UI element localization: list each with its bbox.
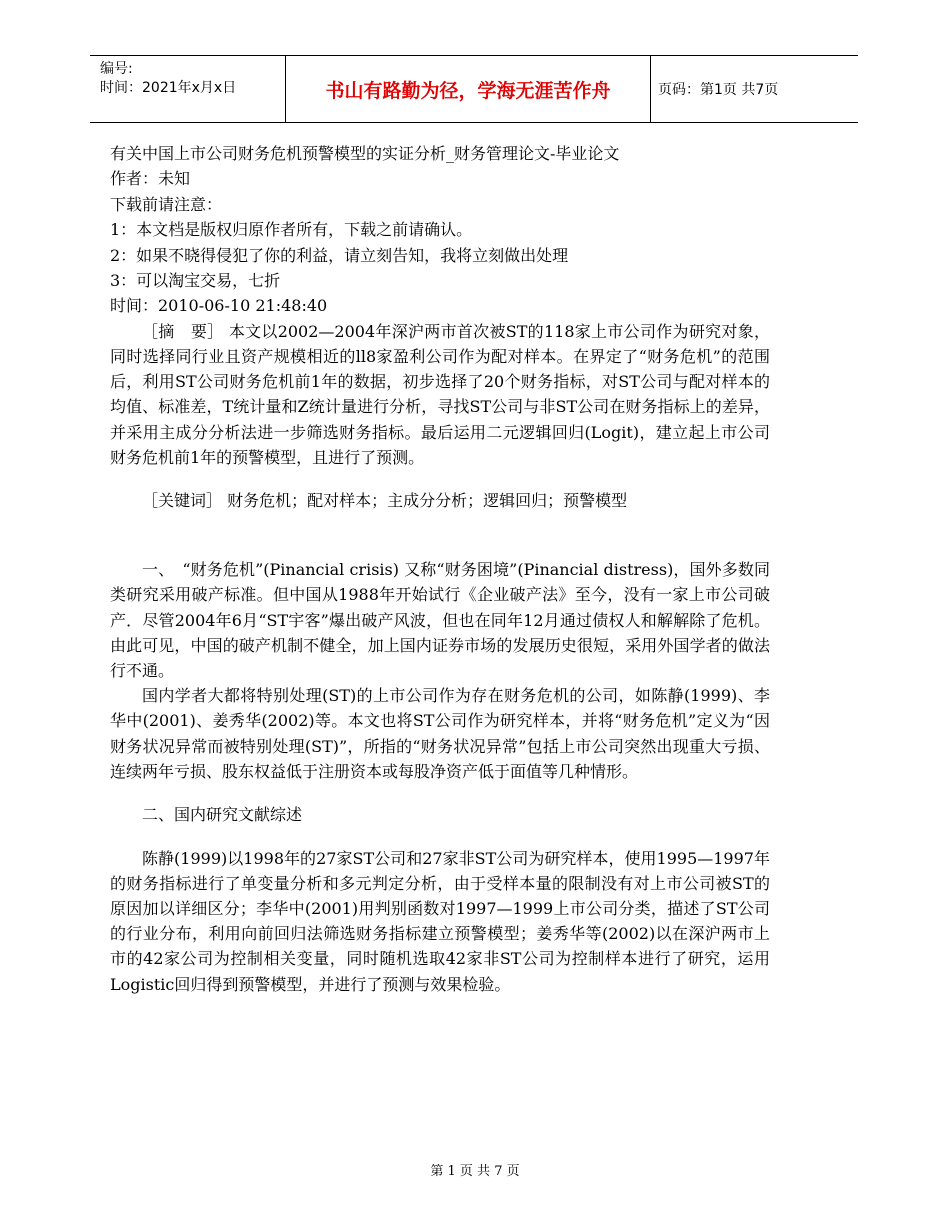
notice-item: 2：如果不晓得侵犯了你的利益，请立刻告知，我将立刻做出处理 (110, 245, 569, 265)
header-motto: 书山有路勤为径，学海无涯苦作舟 (325, 79, 611, 102)
page-footer (0, 1160, 950, 1179)
body-paragraph: 一、 “财务危机”(Pinancial crisis) 又称“财务困境”(Pinancial distress)，国外多数同类研究采用破产标准。但中国从1988年开始试行《企业破产法》至今，没有一家上市公司破产．尽管2004年6月“ST宇客”爆出破产风波，但也在同年12月通过债权人和解解除了危机。由此可见，中国的破产机制不健全，加上国内证券市场的发展历史很短，采用外国学者的做法行不通。 (110, 560, 770, 681)
keywords-line: ［关键词］ 财务危机；配对样本；主成分分析；逻辑回归；预警模型 (142, 491, 628, 511)
footer-page-number: 第 1 页 共 7 页 (430, 1164, 520, 1179)
serial-label: 编号: (100, 61, 133, 77)
body-paragraph: 国内学者大都将特别处理(ST)的上市公司作为存在财务危机的公司，如陈静(1999)、李华中(2001)、姜秀华(2002)等。本文也将ST公司作为研究样本，并将“财务危机”定义为“因财务状况异常而被特别处理(ST)”，所指的“财务状况异常”包括上市公司突然出现重大亏损、连续两年亏损、股东权益低于注册资本或每股净资产低于面值等几种情形。 (110, 686, 770, 781)
header-page-info: 页码：第1页 共7页 (658, 82, 779, 98)
header-divider (650, 56, 651, 122)
notice-item: 1：本文档是版权归原作者所有，下载之前请确认。 (110, 220, 473, 240)
body-paragraph: 陈静(1999)以1998年的27家ST公司和27家非ST公司为研究样本，使用1995—1997年的财务指标进行了单变量分析和多元判定分析，由于受样本量的限制没有对上市公司被ST的原因加以详细区分；李华中(2001)用判别函数对1997—1999上市公司分类，描述了ST公司的行业分布，利用向前回归法筛选财务指标建立预警模型；姜秀华等(2002)以在深沪两市上市的42家公司为控制相关变量，同时随机选取42家非ST公司为控制样本进行了研究，运用Logistic回归得到预警模型，并进行了预测与效果检验。 (110, 848, 770, 994)
document-title: 有关中国上市公司财务危机预警模型的实证分析_财务管理论文-毕业论文 (110, 144, 620, 163)
document-header (90, 55, 858, 123)
section-heading: 二、国内研究文献综述 (142, 805, 303, 825)
document-author: 作者：未知 (110, 169, 191, 189)
document-time: 时间：2010-06-10 21:48:40 (110, 296, 328, 316)
header-time: 时间：2021年x月x日 (100, 80, 237, 96)
notice-item: 3：可以淘宝交易，七折 (110, 271, 281, 291)
abstract-paragraph: ［摘 要］ 本文以2002—2004年深沪两市首次被ST的118家上市公司作为研究对象，同时选择同行业且资产规模相近的ll8家盈利公司作为配对样本。在界定了“财务危机”的范围后，利用ST公司财务危机前1年的数据，初步选择了20个财务指标，对ST公司与配对样本的均值、标准差，T统计量和Z统计量进行分析，寻找ST公司与非ST公司在财务指标上的差异，并采用主成分分析法进一步筛选财务指标。最后运用二元逻辑回归(Logit)，建立起上市公司财务危机前1年的预警模型，且进行了预测。 (110, 321, 770, 467)
notice-heading: 下载前请注意： (110, 194, 223, 214)
header-meta-cell (90, 56, 285, 122)
document-body (110, 141, 770, 997)
